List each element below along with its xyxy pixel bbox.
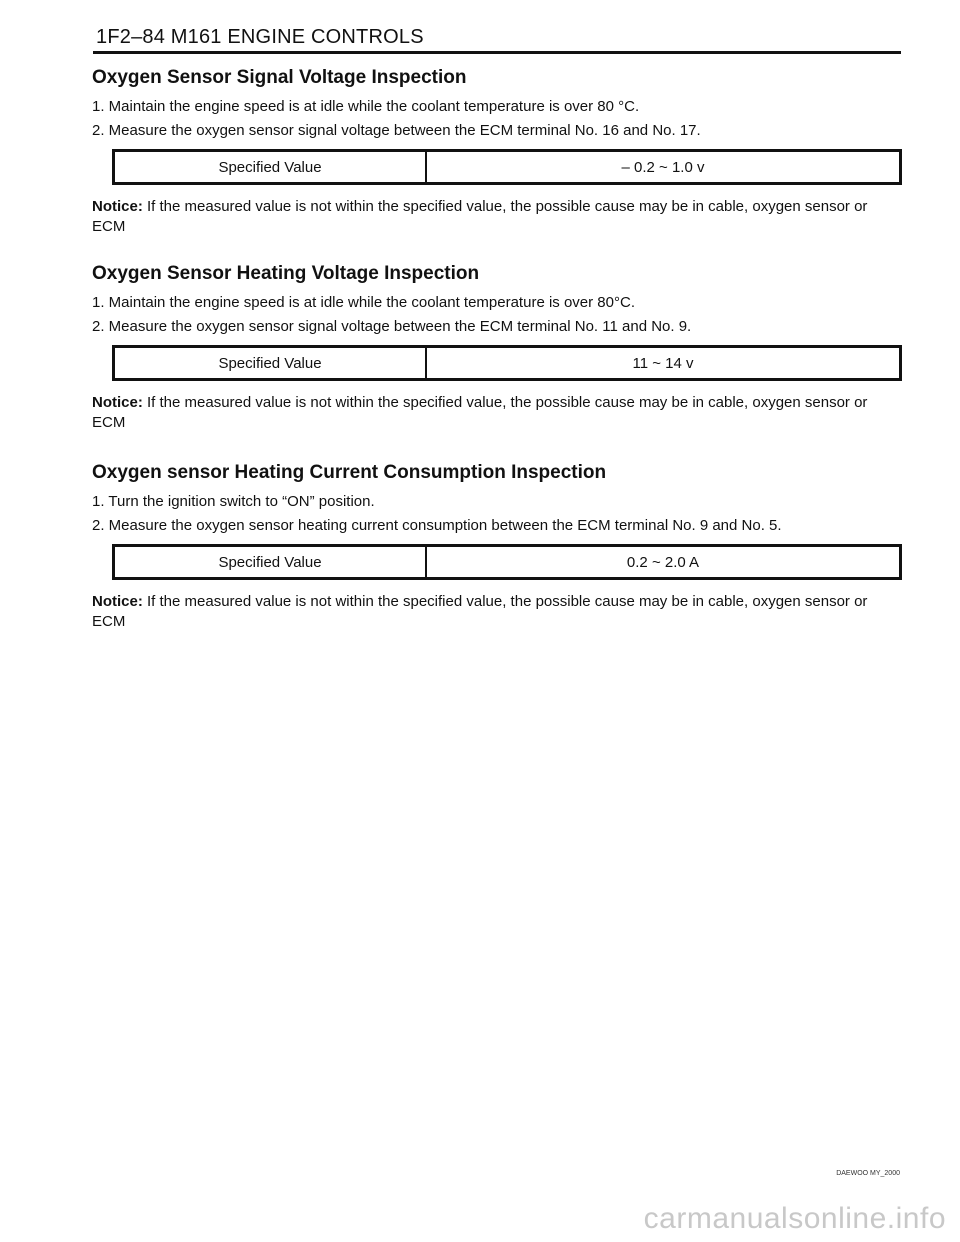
section-title: Oxygen Sensor Heating Voltage Inspection xyxy=(92,263,480,284)
page-header-title: 1F2–84 M161 ENGINE CONTROLS xyxy=(96,26,424,48)
notice-label: Notice: xyxy=(92,394,143,411)
step-item: 2. Measure the oxygen sensor heating current consumption between the ECM terminal No. 9 and No. 5. xyxy=(92,517,782,534)
step-item: 1. Maintain the engine speed is at idle while the coolant temperature is over 80 °C. xyxy=(92,98,640,115)
notice-text: If the measured value is not within the specified value, the possible cause may be in cable, oxygen sensor or ECM xyxy=(92,198,868,235)
section-title: Oxygen Sensor Signal Voltage Inspection xyxy=(92,67,467,88)
notice xyxy=(92,197,902,237)
step-item: 2. Measure the oxygen sensor signal voltage between the ECM terminal No. 16 and No. 17. xyxy=(92,122,701,139)
step-item: 2. Measure the oxygen sensor signal voltage between the ECM terminal No. 11 and No. 9. xyxy=(92,318,692,335)
watermark: carmanualsonline.info xyxy=(643,1202,946,1235)
notice-text: If the measured value is not within the specified value, the possible cause may be in cable, oxygen sensor or ECM xyxy=(92,394,868,431)
spec-value-cell: 11 ~ 14 v xyxy=(632,354,694,372)
spec-table xyxy=(112,345,902,381)
spec-label-cell: Specified Value xyxy=(115,152,427,182)
section-heating-voltage xyxy=(92,262,902,433)
notice-label: Notice: xyxy=(92,593,143,610)
section-signal-voltage xyxy=(92,66,902,237)
step-item: 1. Maintain the engine speed is at idle while the coolant temperature is over 80°C. xyxy=(92,294,635,311)
header-rule xyxy=(93,51,901,54)
spec-table xyxy=(112,544,902,580)
footer-code: DAEWOO MY_2000 xyxy=(836,1170,900,1177)
spec-label-cell: Specified Value xyxy=(115,348,427,378)
section-heating-current xyxy=(92,461,902,632)
section-title: Oxygen sensor Heating Current Consumption Inspection xyxy=(92,462,607,483)
notice-label: Notice: xyxy=(92,198,143,215)
step-item: 1. Turn the ignition switch to “ON” position. xyxy=(92,493,375,510)
notice-text: If the measured value is not within the specified value, the possible cause may be in cable, oxygen sensor or ECM xyxy=(92,593,868,630)
spec-label-cell: Specified Value xyxy=(115,547,427,577)
spec-value-cell: 0.2 ~ 2.0 A xyxy=(626,553,700,571)
notice xyxy=(92,592,902,632)
spec-value-cell: – 0.2 ~ 1.0 v xyxy=(621,158,705,176)
notice xyxy=(92,393,902,433)
spec-table xyxy=(112,149,902,185)
